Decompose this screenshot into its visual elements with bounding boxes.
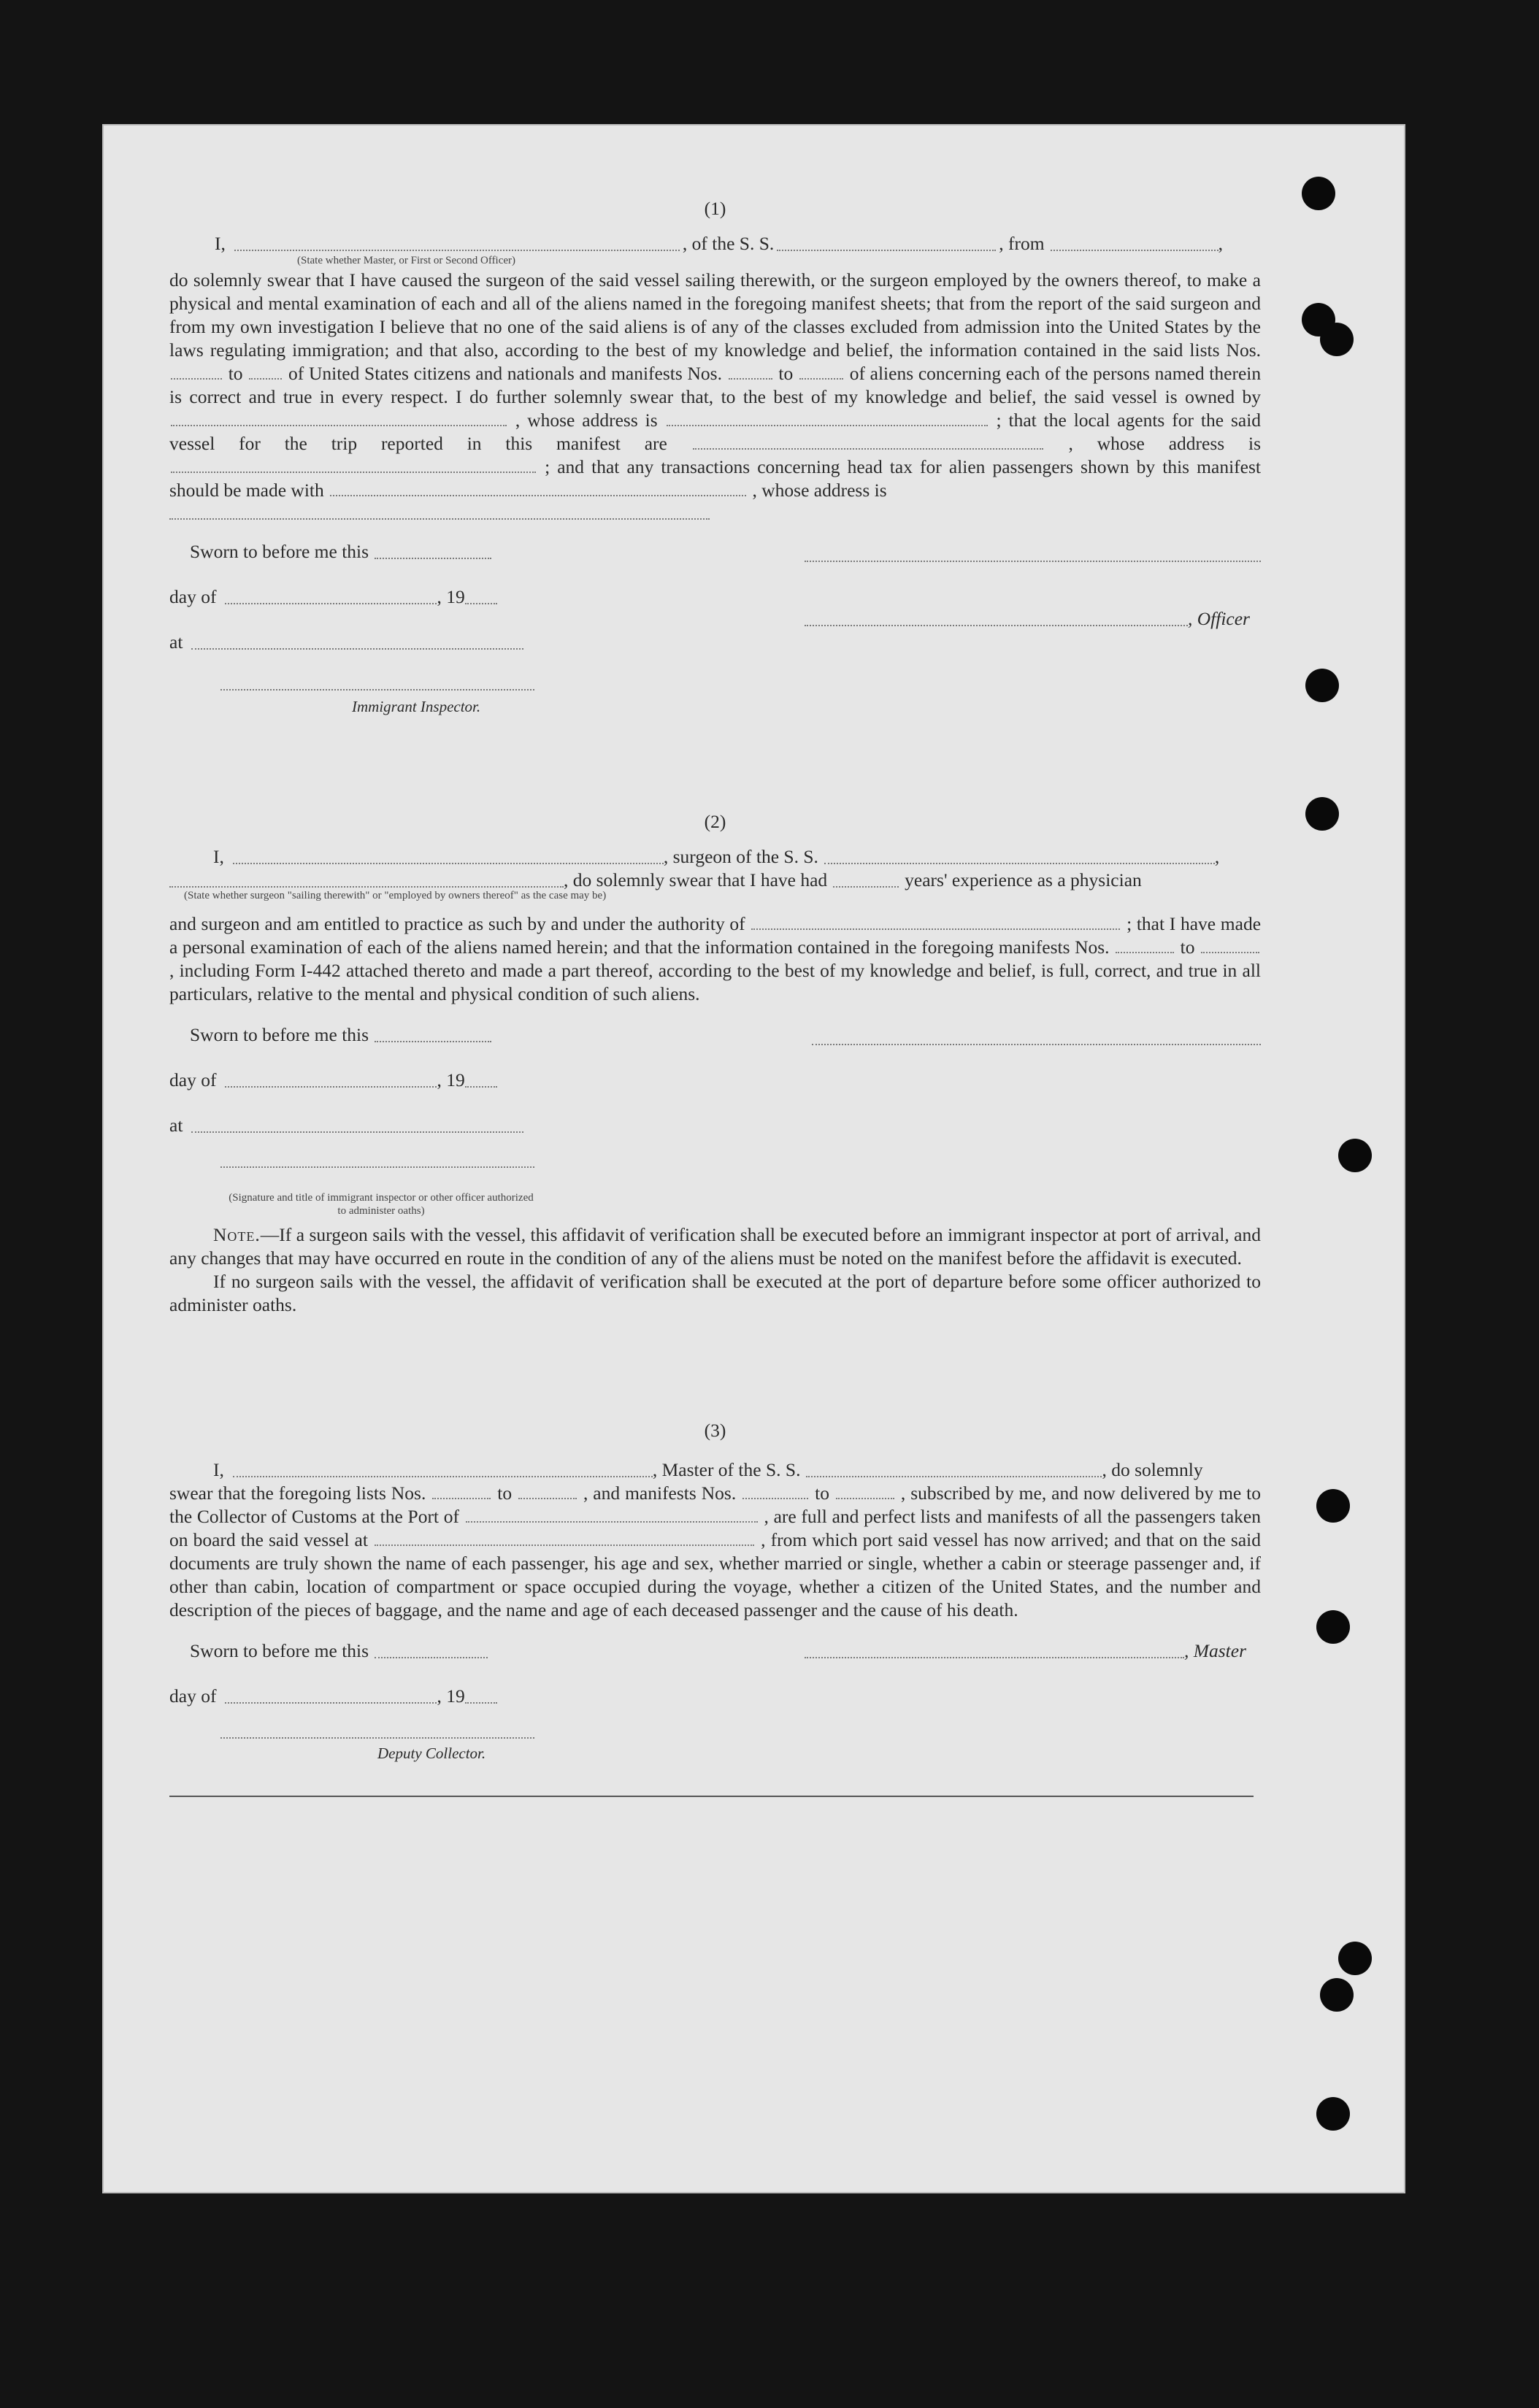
punch-hole [1305,797,1339,831]
punch-hole [1316,1610,1350,1644]
punch-hole [1320,1978,1354,2012]
section-3-text: swear that the foregoing lists Nos. to , and manifests Nos. to , subscribed by me, and now delivered by me to the Collector of Customs at the Port of , are full and perfect lists and manifests of all the passengers taken on board the said vessel at , from which port said vessel has now arrived; and that on the said documents are truly shown the name of each passenger, his age and sex, whether married or single, whether a cabin or steerage passenger and, if other than cabin, location of compartment or space occupied during the voyage, whether a citizen of the United States, and the number and description of the pieces of baggage, and the name and age of each deceased passenger and the cause of his death. [169,1482,1262,1620]
surgeon-type-blank[interactable] [169,886,564,888]
year-blank-3[interactable] [465,1702,497,1704]
bottom-rule [169,1796,1254,1797]
section-1-first-line: I, , of the S. S. , from , [215,233,1223,254]
alien-manifest-to-blank[interactable] [799,378,843,380]
owner-address-blank[interactable] [667,425,988,426]
at-place-blank-1[interactable] [191,648,523,650]
day-of-blank-2[interactable] [225,1086,437,1088]
punch-hole [1316,2097,1350,2131]
master-list-from-blank[interactable] [432,1498,491,1499]
year-blank-1[interactable] [465,603,497,604]
deputy-collector-signature-line[interactable] [220,1737,534,1739]
section-1-signatures: Sworn to before me this day of , 19 , Officer at Immigrant Inspector. [169,527,1261,717]
section-2-second-line: , do solemnly swear that I have had years' experience as a physician [169,869,1261,892]
inspector-signature-line[interactable] [220,689,534,691]
authority-blank[interactable] [751,928,1120,930]
officer-name-blank[interactable] [234,250,680,251]
punch-hole [1316,1489,1350,1523]
section-3-signatures: Sworn to before me this , Master day of , 19 Deputy Collector. [169,1632,1261,1756]
section-2-number: (2) [704,811,726,832]
citizen-list-to-blank[interactable] [249,378,282,380]
port-of-departure-blank[interactable] [375,1545,754,1546]
master-name-blank[interactable] [233,1476,653,1477]
officer-signature-line[interactable] [805,625,1188,626]
surgeon-ship-blank[interactable] [824,863,1215,864]
section-2-text: and surgeon and am entitled to practice as such by and under the authority of ; that I have made a personal examination of each of the aliens named herein; and that the information contained in the foregoing manifests Nos. to , including Form I-442 attached thereto and made a part thereof, according to the best of my knowledge and belief, is full, correct, and true in all particulars, relative to the mental and physical condition of such aliens. [169,913,1262,1004]
day-of-blank-1[interactable] [225,603,437,604]
owner-blank[interactable] [171,425,507,426]
agents-blank[interactable] [693,448,1043,450]
ship-name-blank[interactable] [777,250,996,251]
surgeon-signature-line[interactable] [812,1044,1261,1045]
years-experience-blank[interactable] [833,886,899,888]
document-page [102,124,1405,2193]
year-blank-2[interactable] [465,1086,497,1088]
surgeon-manifest-to-blank[interactable] [1201,952,1259,953]
section-2-first-line: I, , surgeon of the S. S. , [213,846,1220,867]
officer-signature-line-top[interactable] [805,561,1261,562]
surgeon-type-note: (State whether surgeon "sailing therewith" or "employed by owners thereof" as the case may be) [184,890,607,901]
alien-manifest-from-blank[interactable] [729,378,772,380]
citizen-list-from-blank[interactable] [171,378,222,380]
signature-title-note: (Signature and title of immigrant inspector or other officer authorized to administer oaths) [229,1192,534,1217]
section-3-number: (3) [704,1420,726,1441]
surgeon-manifest-from-blank[interactable] [1116,952,1174,953]
surgeon-name-blank[interactable] [233,863,664,864]
section-3-first-line: I, , Master of the S. S. , do solemnly [213,1459,1203,1480]
punch-hole [1305,669,1339,702]
punch-hole [1338,1139,1372,1172]
master-manifest-to-blank[interactable] [836,1498,894,1499]
day-of-blank-3[interactable] [225,1702,437,1704]
head-tax-agent-blank[interactable] [330,495,746,496]
no-surgeon-note-paragraph: If no surgeon sails with the vessel, the affidavit of verification shall be executed at the port of departure before some officer authorized to administer oaths. [169,1271,1261,1315]
deputy-collector-caption: Deputy Collector. [377,1745,486,1762]
master-manifest-from-blank[interactable] [742,1498,808,1499]
affidavit-body [169,197,1261,1797]
agents-address-blank[interactable] [171,472,536,473]
sworn-day-blank-3[interactable] [375,1657,488,1658]
master-signature-line[interactable] [805,1657,1184,1658]
head-tax-address-blank[interactable] [169,518,710,520]
sworn-day-blank-2[interactable] [375,1041,491,1042]
punch-hole [1302,177,1335,210]
master-list-to-blank[interactable] [518,1498,577,1499]
officer-rank-note: (State whether Master, or First or Second Officer) [297,255,516,266]
port-of-arrival-blank[interactable] [466,1521,758,1523]
section-2-signatures: Sworn to before me this day of , 19 at [169,1013,1261,1188]
sworn-day-blank-1[interactable] [375,558,491,559]
at-place-blank-2[interactable] [191,1131,523,1133]
immigrant-inspector-caption: Immigrant Inspector. [352,698,481,715]
punch-hole [1320,323,1354,356]
section-1-text: do solemnly swear that I have caused the surgeon of the said vessel sailing therewith, or the surgeon employed by the owners thereof, to make a physical and mental examination of each and all of the aliens named in the foregoing manifest sheets; that from the report of the said surgeon and from my own investigation I believe that no one of the said aliens is of any of the classes excluded from admission into the United States by the laws regulating immigration; and that also, according to the best of my knowledge and belief, the information contained in the said lists Nos. to of United States citizens and nationals and manifests Nos. to of aliens concerning each of the persons named therein is correct and true in every respect. I do further solemnly swear that, to the best of my knowledge and belief, the said vessel is owned by , whose address is ; that the local agents for the said vessel for the trip reported in this manifest are , whose address is ; and that any transactions concerning head tax for alien passengers shown by this manifest should be made with , whose address is [169,269,1262,501]
oath-officer-signature-line[interactable] [220,1166,534,1168]
master-ship-blank[interactable] [806,1476,1102,1477]
punch-hole [1338,1942,1372,1975]
surgeon-note-paragraph: Note.—If a surgeon sails with the vessel, this affidavit of verification shall be executed before an immigrant inspector at port of arrival, and any changes that may have occurred en route in the condition of any of the aliens must be noted on the manifest before the affidavit is executed. [169,1224,1261,1269]
section-1-number: (1) [704,198,726,219]
from-port-blank[interactable] [1051,250,1218,251]
